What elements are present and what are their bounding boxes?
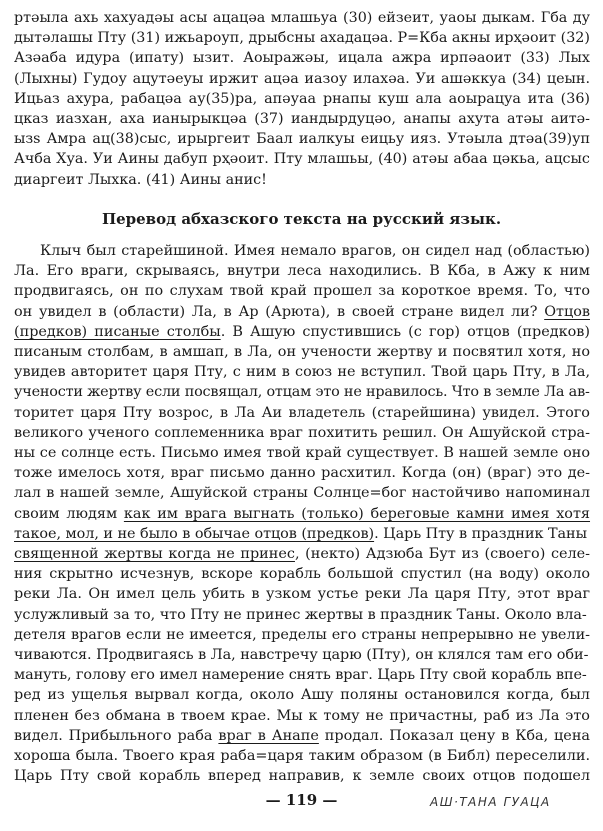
abkhaz-text-line: диаргеит Лыхка. (41) Аины анис! bbox=[14, 171, 267, 188]
translation-line: мануть, голову его имел намерение снять враг. Царь Пту свой корабль впе- bbox=[14, 667, 587, 684]
translation-line: пленен без обмана в твоем крае. Мы к тому не причастны, раб из Ла это bbox=[14, 707, 590, 724]
translation-line: ны се солнце есть. Письмо имея твой край существует. В нашей земле оно bbox=[14, 445, 591, 462]
abkhaz-text-line: ртәыла ахь хахуадәы асы ацацәа млашьуа (30) ейзеит, уаоы дыкам. Гба ду bbox=[14, 10, 591, 26]
underlined-phrase: враг в Анапе bbox=[218, 727, 319, 744]
abkhaz-text-line: дытәлашы Пту (31) ижьароуп, дрыбсны ахадацәа. Р=Кба акны ирҳәоит (32) bbox=[14, 30, 590, 47]
translation-line: великого ученого соплеменника враг похитить решил. Он Ашуйской стра- bbox=[14, 424, 590, 441]
translation-line: ред из ущелья вырвал когда, около Ашу поляны остановился когда, был bbox=[14, 687, 590, 704]
translation-line: Клыч был старейшиной. Имея немало врагов, он сидел над (областью) bbox=[40, 243, 591, 259]
underlined-phrase: (предков) писаные столбы bbox=[14, 323, 221, 340]
abkhaz-text-line: (Лыхны) Гудоу ацутәеуы иржит ацәа иазоу илахәа. Уи ашәккуа (34) цеын. bbox=[14, 70, 591, 87]
underlined-phrase: Отцов bbox=[544, 303, 590, 320]
abkhaz-text-line: цказ иазхан, аха ианырыкцәа (37) иандырдуцәо, анапы ахута атәы аитә- bbox=[14, 111, 590, 128]
translation-line: торитет царя Пту возрос, в Ла Аи владетель (старейшина) увидел. Этого bbox=[14, 404, 590, 421]
russian-translation-block bbox=[14, 241, 590, 786]
translation-line: (предков) писаные столбы. В Ашую спустившись (с гор) отцов (предков) bbox=[14, 323, 590, 340]
translation-line: услужливый за то, что Пту не принес жертвы в праздник Таны. Около вла- bbox=[14, 606, 587, 623]
translation-line: видел. Прибыльного раба враг в Анапе продал. Показал цену в Кба, цена bbox=[14, 727, 590, 744]
translation-line: писаным столбам, в амшап, в Ла, он учености жертву и посвятил хотя, но bbox=[14, 344, 591, 361]
translation-heading: Перевод абхазского текста на русский язык. bbox=[101, 210, 502, 228]
page-number: — 119 — bbox=[265, 791, 338, 809]
translation-line: он увидел в (области) Ла, в Ар (Арюта), в своей стране видел ли? Отцов bbox=[14, 303, 590, 320]
translation-line: хороша была. Твоего края раба=царя таким образом (в Библ) переселили. bbox=[14, 748, 591, 765]
abkhaz-text-line: Ицьаз ахура, рабацәа ау(35)ра, апәуаа рнапы куш ала аоырацуа ита (36) bbox=[14, 90, 590, 107]
translation-line: тоже имелось хотя, враг письмо данно расхитил. Когда (он) (враг) это де- bbox=[14, 465, 590, 482]
translation-line: священной жертвы когда не принес, (некто) Адзюба Бут из (своего) селе- bbox=[14, 546, 591, 563]
translation-line: учености жертву если посвящал, отцам это не нравилось. Что в земле Ла ав- bbox=[14, 384, 590, 401]
translation-line: реки Ла. Он имел цель убить в узком устье реки Ла царя Пту, этот враг bbox=[14, 586, 590, 603]
abkhaz-text-line: Ачба Хуа. Уи Аины дабуп рҳәоит. Пту млашьы, (40) атәы абаа цәкьа, ацсыс bbox=[14, 151, 590, 168]
translation-line: своим людям как им врага выгнать (только) береговые камни имея хотя bbox=[14, 505, 591, 522]
translation-line: такое, мол, и не было в обычае отцов (предков). Царь Пту в праздник Таны bbox=[14, 525, 587, 542]
translation-line: детеля врагов если не имеется, пределы его страны непрерывно не увели- bbox=[14, 626, 591, 643]
translation-line: чиваются. Продвигаясь в Ла, навстречу царю (Пту), он клялся там его оби- bbox=[14, 647, 589, 664]
underlined-phrase: как им врага выгнать (только) береговые камни имея хотя bbox=[123, 505, 591, 522]
translation-line: Ла. Его враги, скрываясь, внутри леса находились. В Кба, в Ажу к ним bbox=[14, 263, 590, 280]
translation-line: лал в нашей земле, Ашуйской страны Солнце=бог настойчиво напоминал bbox=[14, 485, 591, 502]
abkhaz-text-block bbox=[14, 8, 590, 190]
handwritten-note: АШ·ТАНА ГУАЦА bbox=[430, 795, 551, 809]
translation-line: ния скрытно исчезнув, вскоре корабль большой спустил (на воду) около bbox=[14, 566, 591, 583]
translation-line: Царь Пту свой корабль вперед направив, к земле своих отцов подошел bbox=[14, 768, 591, 785]
underlined-phrase: священной жертвы когда не принес bbox=[14, 546, 295, 563]
abkhaz-text-line: ызs Амра ац(38)сыс, ирыргеит Баал иалкуы еицьу ияз. Утәыла дтәа(39)уп bbox=[14, 131, 591, 148]
abkhaz-text-line: Азәаба идура (ипату) ызит. Аоыражәы, ицала ажра ирпәаоит (33) Лых bbox=[14, 50, 590, 67]
underlined-phrase: такое, мол, и не было в обычае отцов (предков) bbox=[14, 525, 375, 542]
translation-line: продвигаясь, он по слухам твой край прошел за короткое время. То, что bbox=[14, 283, 591, 300]
translation-line: увидев авторитет царя Пту, с ним в союз не вступил. Твой царь Пту, в Ла, bbox=[14, 364, 591, 381]
